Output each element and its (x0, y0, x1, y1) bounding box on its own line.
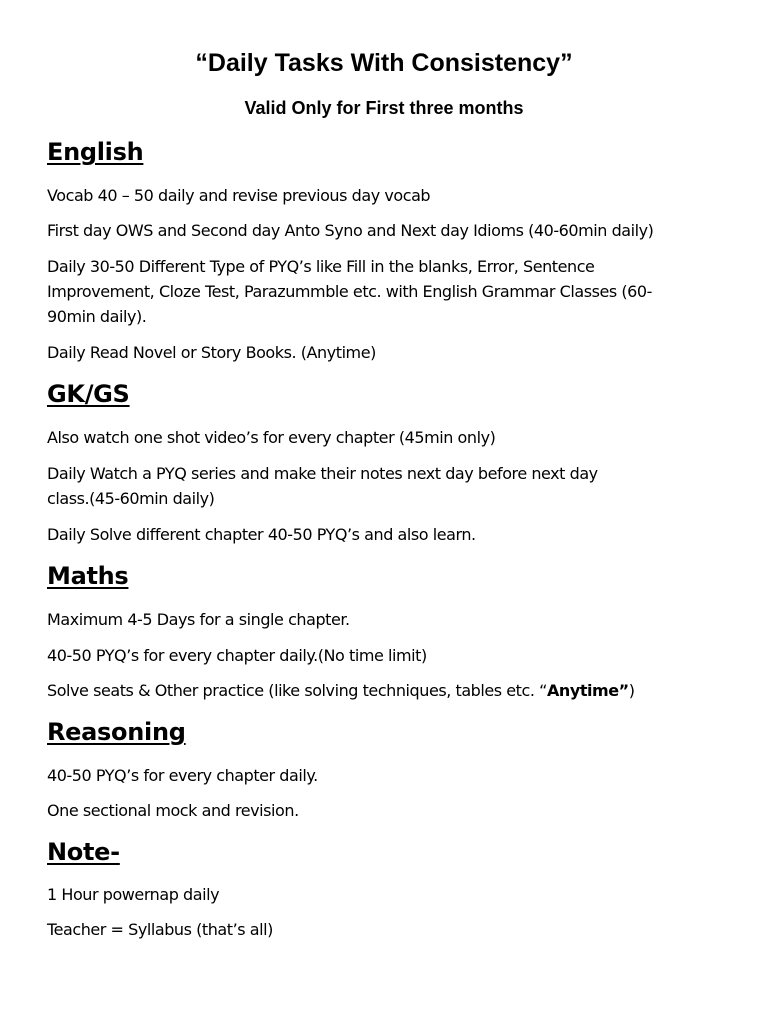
gkgs-item-solve-pyq: Daily Solve different chapter 40-50 PYQ’s and also learn. (47, 525, 476, 544)
section-heading-maths: Maths (47, 562, 129, 590)
section-heading-reasoning: Reasoning (47, 718, 186, 746)
maths-practice-anytime: Anytime” (546, 681, 629, 700)
document-subtitle: Valid Only for First three months (244, 98, 524, 118)
english-item-novel: Daily Read Novel or Story Books. (Anytime) (47, 343, 376, 362)
english-item-pyq-line2: Improvement, Cloze Test, Parazummble etc. with English Grammar Classes (60- (47, 282, 652, 301)
maths-item-max-days: Maximum 4-5 Days for a single chapter. (47, 610, 350, 629)
document-title: “Daily Tasks With Consistency” (195, 49, 573, 77)
section-heading-note: Note- (47, 838, 120, 866)
note-item-teacher: Teacher = Syllabus (that’s all) (47, 920, 273, 939)
maths-item-pyq: 40-50 PYQ’s for every chapter daily.(No time limit) (47, 646, 427, 665)
maths-practice-text: Solve seats & Other practice (like solving techniques, tables etc. “ (47, 681, 547, 700)
english-item-ows: First day OWS and Second day Anto Syno and Next day Idioms (40-60min daily) (47, 221, 654, 240)
maths-item-practice (47, 678, 727, 703)
english-item-pyq-line1: Daily 30-50 Different Type of PYQ’s like Fill in the blanks, Error, Sentence (47, 257, 595, 276)
section-heading-english: English (47, 138, 144, 166)
english-item-pyq-line3: 90min daily). (47, 307, 147, 326)
gkgs-item-pyq-series-line2: class.(45-60min daily) (47, 489, 215, 508)
section-heading-gkgs: GK/GS (47, 380, 130, 408)
english-item-vocab: Vocab 40 – 50 daily and revise previous day vocab (47, 186, 431, 205)
reasoning-item-pyq: 40-50 PYQ’s for every chapter daily. (47, 766, 318, 785)
maths-practice-close: ) (628, 681, 635, 700)
note-item-powernap: 1 Hour powernap daily (47, 885, 220, 904)
reasoning-item-mock: One sectional mock and revision. (47, 801, 299, 820)
gkgs-item-one-shot: Also watch one shot video’s for every chapter (45min only) (47, 428, 496, 447)
gkgs-item-pyq-series-line1: Daily Watch a PYQ series and make their notes next day before next day (47, 464, 598, 483)
